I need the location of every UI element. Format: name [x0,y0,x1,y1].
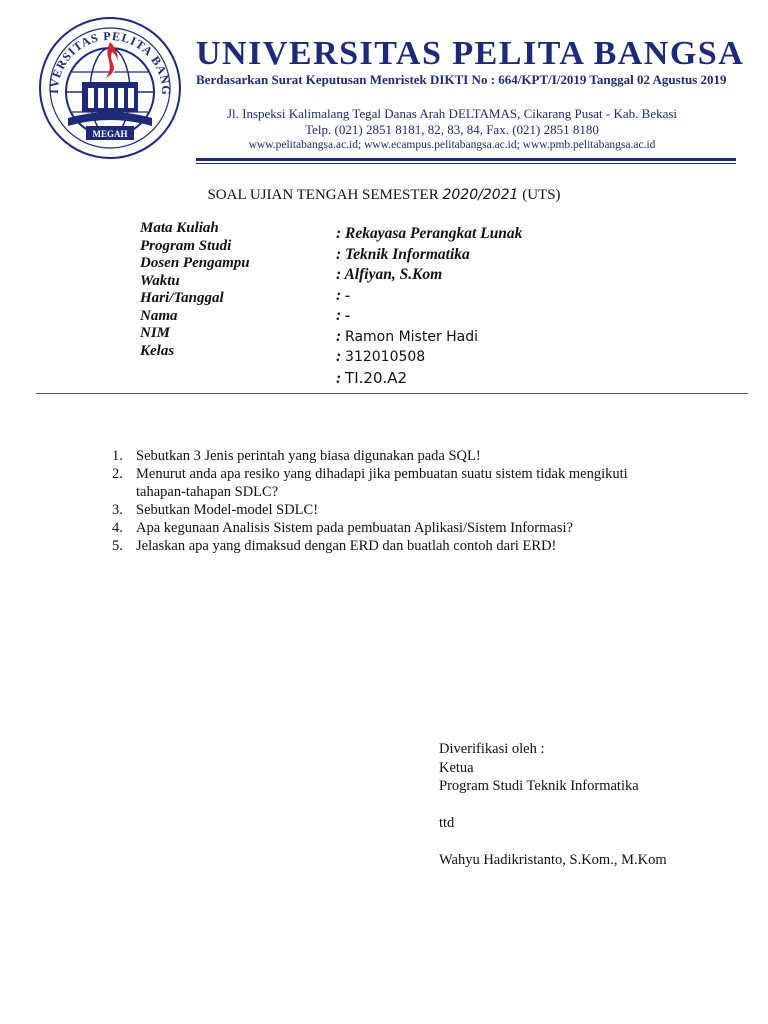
question-number: 4. [112,520,123,536]
value-name [336,327,522,348]
header-rule-thin [196,163,736,164]
label-lecturer: Dosen Pengampu [140,255,250,271]
signer-name: Wahyu Hadikristanto, S.Kom., M.Kom [439,852,667,868]
signature-ttd: ttd [439,815,455,831]
question-number: 2. [112,466,123,482]
exam-title-prefix: SOAL UJIAN TENGAH SEMESTER [207,187,443,203]
question-text: Sebutkan 3 Jenis perintah yang biasa digunakan pada SQL! [136,448,481,464]
value-nim-prefix: : [336,348,346,365]
label-time: Waktu [140,272,180,289]
address-line: Jl. Inspeksi Kalimalang Tegal Danas Arah DELTAMAS, Cikarang Pusat - Kab. Bekasi [226,106,678,121]
address-block [196,106,708,138]
exam-title [0,187,768,204]
label-program: Program Studi [140,237,232,254]
question-item [112,447,672,465]
question-number: 1. [112,448,123,464]
label-class: Kelas [140,342,175,359]
question-list [112,447,672,555]
logo-ring-text: IVERSITAS PELITA BANG [46,28,174,96]
websites-line: www.pelitabangsa.ac.id; www.ecampus.pelitabangsa.ac.id; www.pmb.pelitabangsa.ac.id [248,139,656,151]
value-class-prefix: : [336,369,346,387]
logo-ribbon-text: MEGAH [92,129,128,139]
value-time: : - [336,286,351,304]
info-values [336,224,522,389]
verified-by-label: Diverifikasi oleh : [439,741,545,757]
label-course: Mata Kuliah [140,220,219,236]
question-text: Jelaskan apa yang dimaksud dengan ERD dan buatlah contoh dari ERD! [136,538,557,554]
spacer [439,796,759,815]
question-item [112,501,672,519]
question-text: Menurut anda apa resiko yang dihadapi jika pembuatan suatu sistem tidak mengikuti tahapan-tahapan SDLC? [136,466,628,500]
question-number: 3. [112,502,123,518]
decree-line: Berdasarkan Surat Keputusan Menristek DIKTI No : 664/KPT/I/2019 Tanggal 02 Agustus 2019 [196,72,727,87]
university-name: UNIVERSITAS PELITA BANGSA [196,35,745,72]
value-lecturer: : Alfiyan, S.Kom [336,266,443,283]
label-nim: NIM [140,325,171,341]
student-nim: 312010508 [345,349,426,365]
signer-department: Program Studi Teknik Informatika [439,778,639,794]
phone-line: Telp. (021) 2851 8181, 82, 83, 84, Fax. (021) 2851 8180 [305,122,599,137]
label-name: Nama [140,307,178,324]
university-logo [36,14,184,162]
question-item [112,519,672,537]
value-course: : Rekayasa Perangkat Lunak [336,225,523,242]
question-item [112,537,672,555]
value-class [336,368,522,390]
student-class: TI.20.A2 [345,368,408,387]
question-number: 5. [112,538,123,554]
exam-title-suffix: (UTS) [518,187,561,203]
section-divider [36,393,748,394]
signature-block [439,740,759,870]
value-date: : - [336,307,351,324]
exam-year: 2020/2021 [442,187,519,203]
question-item [112,465,672,501]
info-labels [140,220,250,360]
value-name-prefix: : [336,327,346,345]
label-date: Hari/Tanggal [140,290,224,306]
question-text: Sebutkan Model-model SDLC! [136,502,319,518]
question-text: Apa kegunaan Analisis Sistem pada pembuatan Aplikasi/Sistem Informasi? [136,520,573,536]
value-program: : Teknik Informatika [336,245,470,263]
header-rule-thick [196,158,736,161]
value-nim [336,347,522,368]
signer-role: Ketua [439,759,474,776]
spacer [439,833,759,852]
student-name: Ramon Mister Hadi [345,328,479,345]
